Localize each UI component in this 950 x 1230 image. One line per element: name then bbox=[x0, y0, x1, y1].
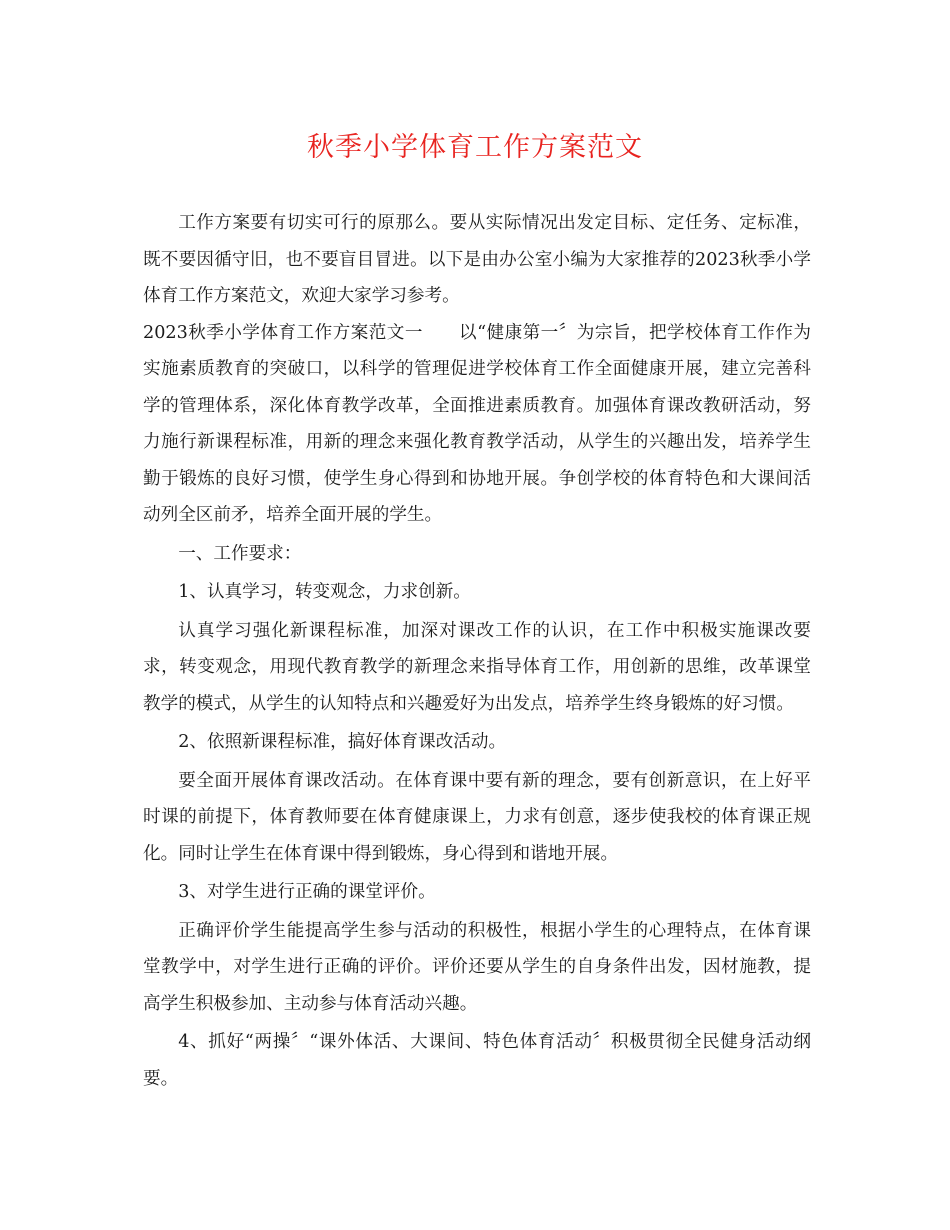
document-title: 秋季小学体育工作方案范文 bbox=[307, 132, 643, 163]
requirement-4-heading: 4、抓好“两操〞“课外体活、大课间、特色体育活动〞积极贯彻全民健身活动纲要。 bbox=[143, 1032, 811, 1089]
requirement-2-body: 要全面开展体育课改活动。在体育课中要有新的理念，要有创新意识，在上好平时课的前提下，体育教师要在体育健康课上，力求有创意，逐步使我校的体育课正规化。同时让学生在体育课中得到锻炼，身心得到和谐地开展。 bbox=[143, 770, 811, 864]
section-heading: 一、工作要求： bbox=[178, 543, 302, 564]
requirement-3-body: 正确评价学生能提高学生参与活动的积极性，根据小学生的心理特点，在体育课堂教学中，对学生进行正确的评价。评价还要从学生的自身条件出发，因材施教，提高学生积极参加、主动参与体育活动兴趣。 bbox=[143, 920, 811, 1014]
requirement-1-body: 认真学习强化新课程标准，加深对课改工作的认识，在工作中积极实施课改要求，转变观念，用现代教育教学的新理念来指导体育工作，用创新的思维，改革课堂教学的模式，从学生的认知特点和兴趣爱好为出发点，培养学生终身锻炼的好习惯。 bbox=[143, 620, 811, 714]
requirement-2-heading: 2、依照新课程标准，搞好体育课改活动。 bbox=[178, 732, 507, 752]
requirement-3-heading: 3、对学生进行正确的课堂评价。 bbox=[178, 882, 436, 902]
plan-one-paragraph: 2023秋季小学体育工作方案范文一 以“健康第一〞为宗旨，把学校体育工作作为实施素质教育的突破口，以科学的管理促进学校体育工作全面健康开展，建立完善科学的管理体系，深化体育教学改革，全面推进素质教育。加强体育课改教研活动，努力施行新课程标准，用新的理念来强化教育教学活动，从学生的兴趣出发，培养学生勤于锻炼的良好习惯，使学生身心得到和协地开展。争创学校的体育特色和大课间活动列全区前矛，培养全面开展的学生。 bbox=[143, 322, 811, 525]
document-body bbox=[143, 205, 811, 1097]
intro-paragraph: 工作方案要有切实可行的原那么。要从实际情况出发定目标、定任务、定标准，既不要因循守旧，也不要盲目冒进。以下是由办公室小编为大家推荐的2023秋季小学体育工作方案范文，欢迎大家学习参考。 bbox=[143, 213, 811, 306]
requirement-1-heading: 1、认真学习，转变观念，力求创新。 bbox=[178, 582, 471, 602]
